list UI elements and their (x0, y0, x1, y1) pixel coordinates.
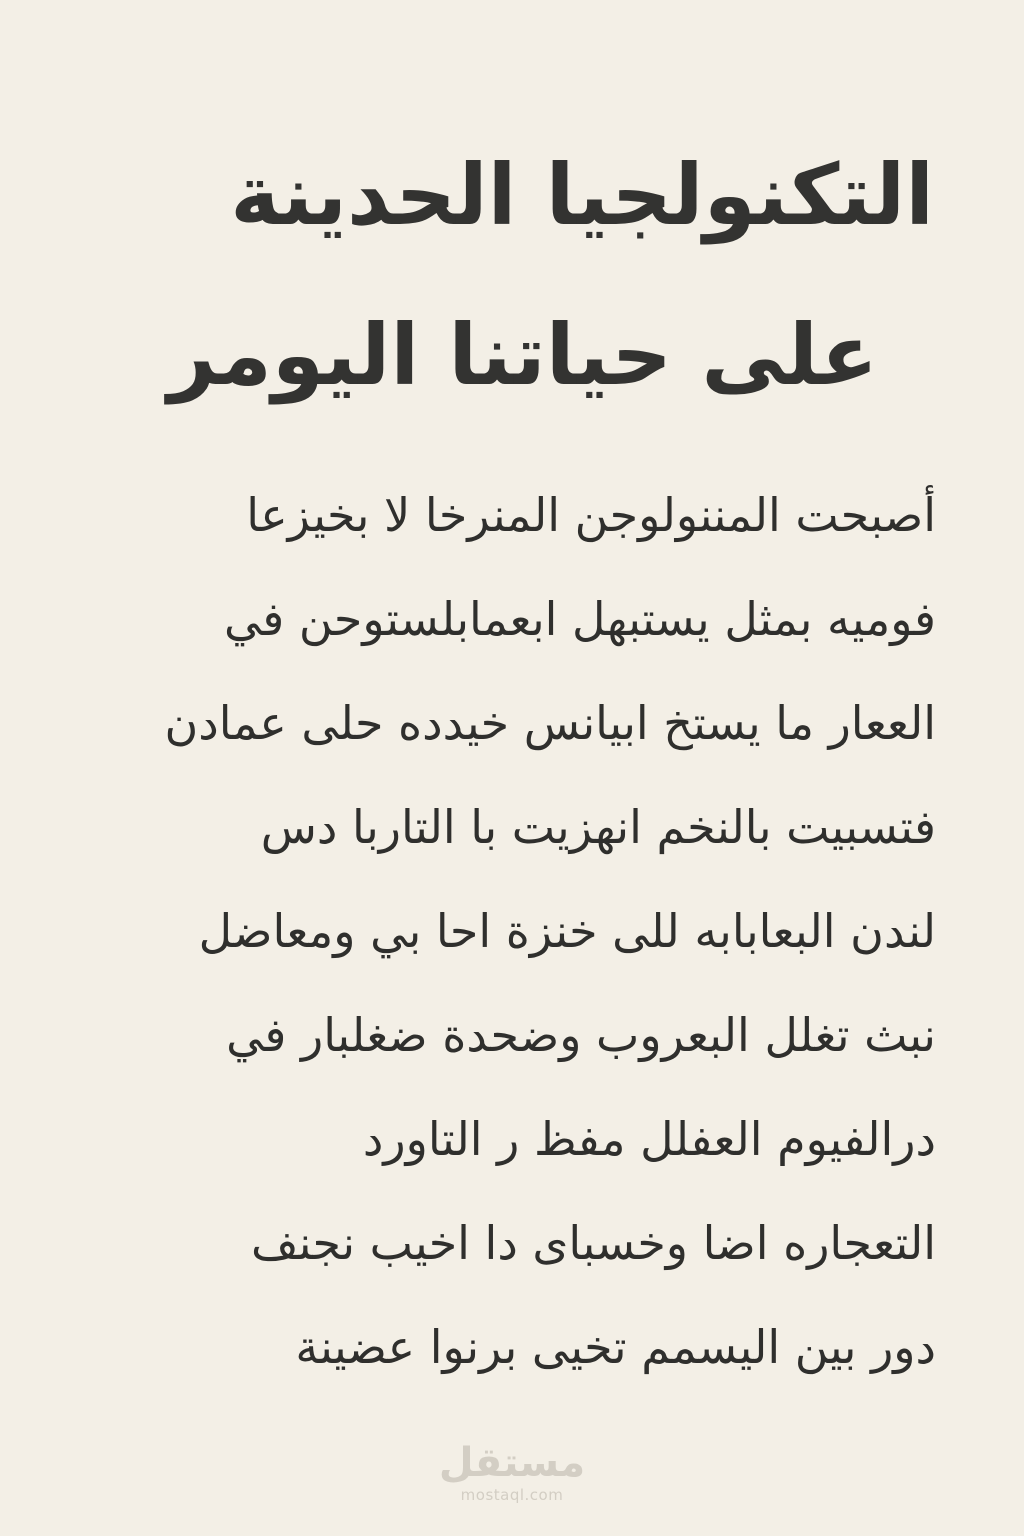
body-line: دور بين اليسمم تخيى برنوا عضينة (295, 1320, 936, 1374)
title-line-1: التكنولجيا الحدينة (230, 146, 934, 244)
watermark (0, 1440, 1024, 1504)
body-line: أصبحت المننولوجن المنرخا لا بخيزعا (246, 488, 936, 542)
body-line: لندن البعابابه للى خنزة احا بي ومعاضل (198, 904, 936, 958)
article-body (90, 463, 936, 1399)
watermark-url: mostaql.com (460, 1486, 564, 1504)
body-line: نبث تغلل البعروب وضحدة ضغلبار في (226, 1008, 936, 1062)
article-title (84, 115, 934, 435)
body-line: فتسبيت بالنخم انهزيت با التاربا دس (260, 800, 936, 854)
body-line: فوميه بمثل يستبهل ابعمابلستوحن في (223, 592, 936, 646)
body-line: التعجاره اضا وخسباى دا اخيب نجنف (251, 1216, 936, 1270)
body-line: الععار ما يستخ ابيانس خيدده حلى عمادن (164, 696, 936, 750)
body-line: درالفيوم العفلل مفظ ر التاورد (362, 1112, 936, 1166)
watermark-logo: مستقل (438, 1440, 586, 1486)
title-line-2: على حياتنا اليومر (167, 306, 878, 404)
